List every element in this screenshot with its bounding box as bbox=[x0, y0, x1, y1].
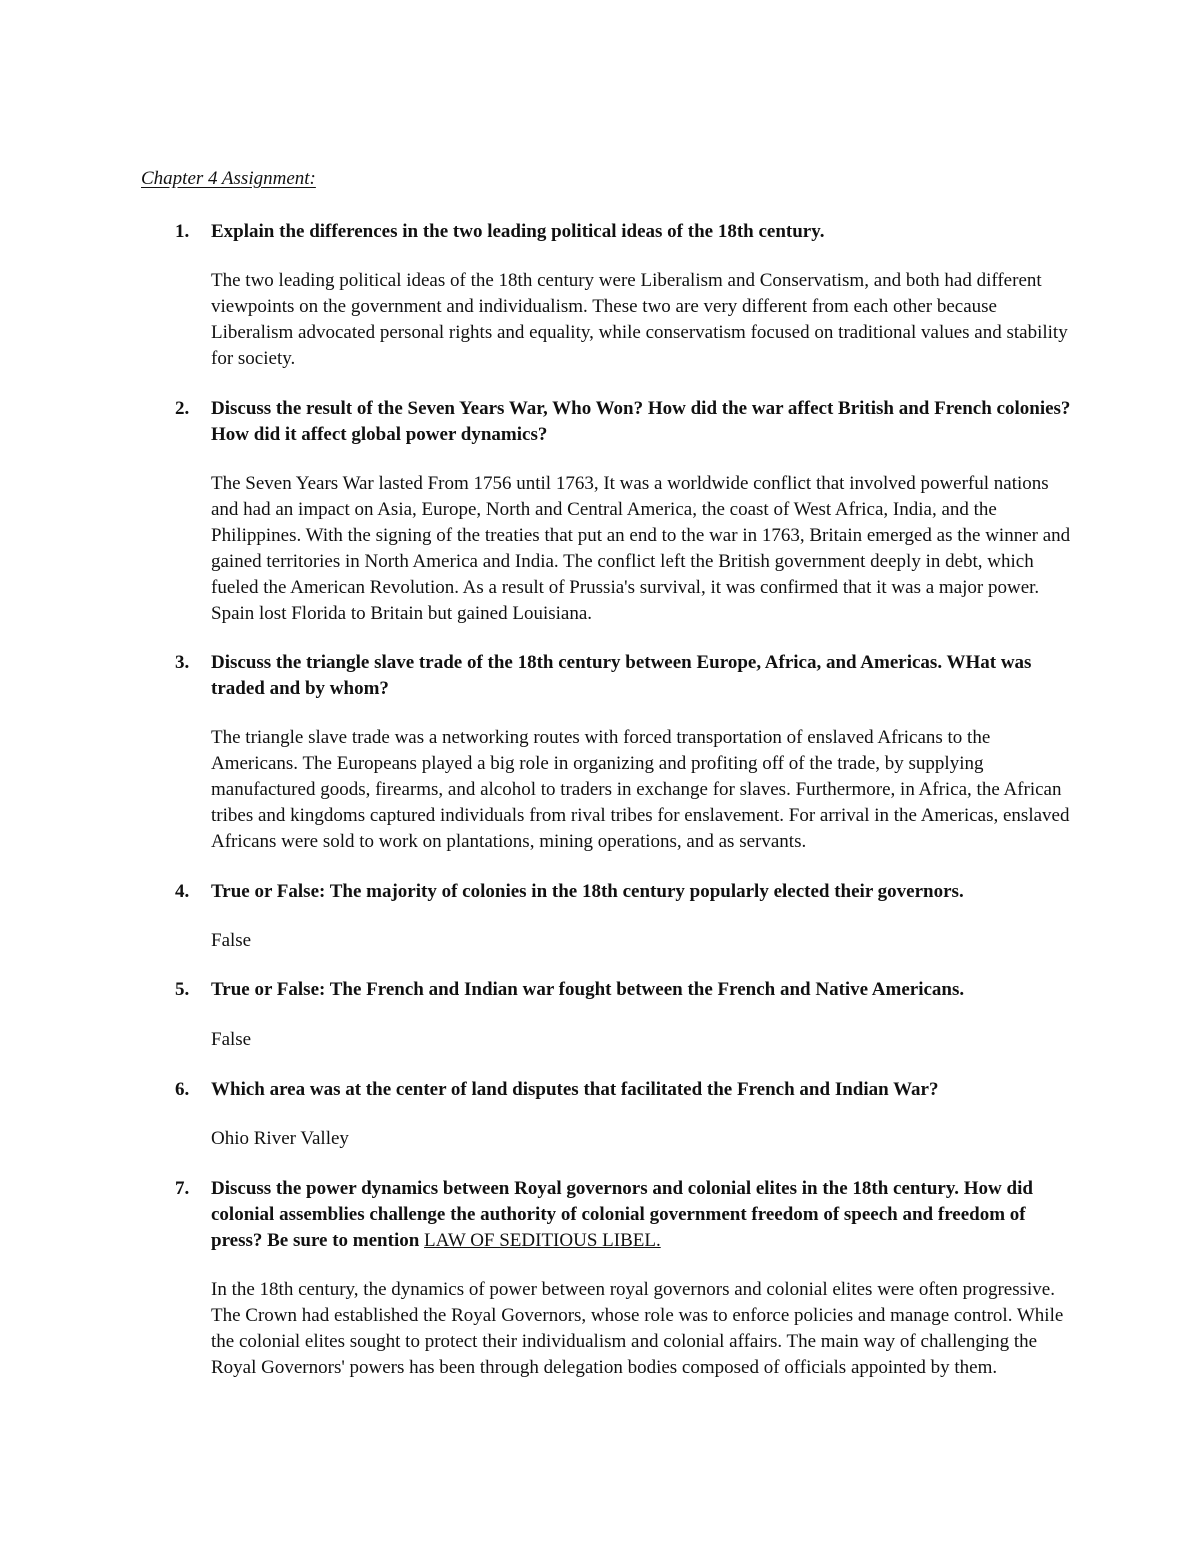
question-text bbox=[211, 1176, 1071, 1254]
page-title: Chapter 4 Assignment: bbox=[141, 168, 316, 189]
question-number: 3. bbox=[175, 652, 190, 673]
answer-text: The two leading political ideas of the 18th century were Liberalism and Conservatism, and both had different viewpoints on the government and individualism. These two are very different from each other because Liberalism advocated personal rights and equality, while conservatism focused on traditional values and stability for society. bbox=[211, 270, 1068, 369]
question-number: 4. bbox=[175, 881, 190, 902]
answer-text: In the 18th century, the dynamics of power between royal governors and colonial elites were often progressive. The Crown had established the Royal Governors, whose role was to enforce policies and manage control. While the colonial elites sought to protect their individualism and colonial affairs. The main way of challenging the Royal Governors' powers has been through delegation bodies composed of officials appointed by them. bbox=[211, 1279, 1064, 1378]
answer-text: The Seven Years War lasted From 1756 until 1763, It was a worldwide conflict that involved powerful nations and had an impact on Asia, Europe, North and Central America, the coast of West Africa, India, and the Philippines. With the signing of the treaties that put an end to the war in 1763, Britain emerged as the winner and gained territories in North America and India. The conflict left the British government deeply in debt, which fueled the American Revolution. As a result of Prussia's survival, it was confirmed that it was a major power. Spain lost Florida to Britain but gained Louisiana. bbox=[211, 473, 1071, 624]
answer-text: Ohio River Valley bbox=[211, 1128, 349, 1149]
question-text: Which area was at the center of land disputes that facilitated the French and Indian War? bbox=[211, 1079, 939, 1100]
question-number: 6. bbox=[175, 1079, 190, 1100]
question-number: 5. bbox=[175, 979, 190, 1000]
law-of-seditious-libel-emphasis: LAW OF SEDITIOUS LIBEL. bbox=[424, 1230, 661, 1251]
answer-text: False bbox=[211, 1029, 252, 1050]
question-text: True or False: The majority of colonies in the 18th century popularly elected their governors. bbox=[211, 881, 964, 902]
question-number: 1. bbox=[175, 221, 190, 242]
question-number: 7. bbox=[175, 1178, 190, 1199]
question-text: Discuss the result of the Seven Years War, Who Won? How did the war affect British and French colonies? How did it affect global power dynamics? bbox=[211, 398, 1071, 445]
question-text: Discuss the triangle slave trade of the 18th century between Europe, Africa, and Americas. WHat was traded and by whom? bbox=[211, 652, 1032, 699]
question-text: True or False: The French and Indian war fought between the French and Native Americans. bbox=[211, 979, 965, 1000]
answer-text: False bbox=[211, 930, 252, 951]
question-body: Discuss the power dynamics between Royal governors and colonial elites in the 18th century. How did colonial assemblies challenge the authority of colonial government freedom of speech and freedom of press? Be sure to mention bbox=[211, 1178, 1033, 1251]
question-number: 2. bbox=[175, 398, 190, 419]
question-text: Explain the differences in the two leading political ideas of the 18th century. bbox=[211, 221, 825, 242]
answer-text: The triangle slave trade was a networking routes with forced transportation of enslaved Africans to the Americans. The Europeans played a big role in organizing and profiting off of the trade, by supplying manufactured goods, firearms, and alcohol to traders in exchange for slaves. Furthermore, in Africa, the African tribes and kingdoms captured individuals from rival tribes for enslavement. For arrival in the Americas, enslaved Africans were sold to work on plantations, mining operations, and as servants. bbox=[211, 727, 1070, 852]
